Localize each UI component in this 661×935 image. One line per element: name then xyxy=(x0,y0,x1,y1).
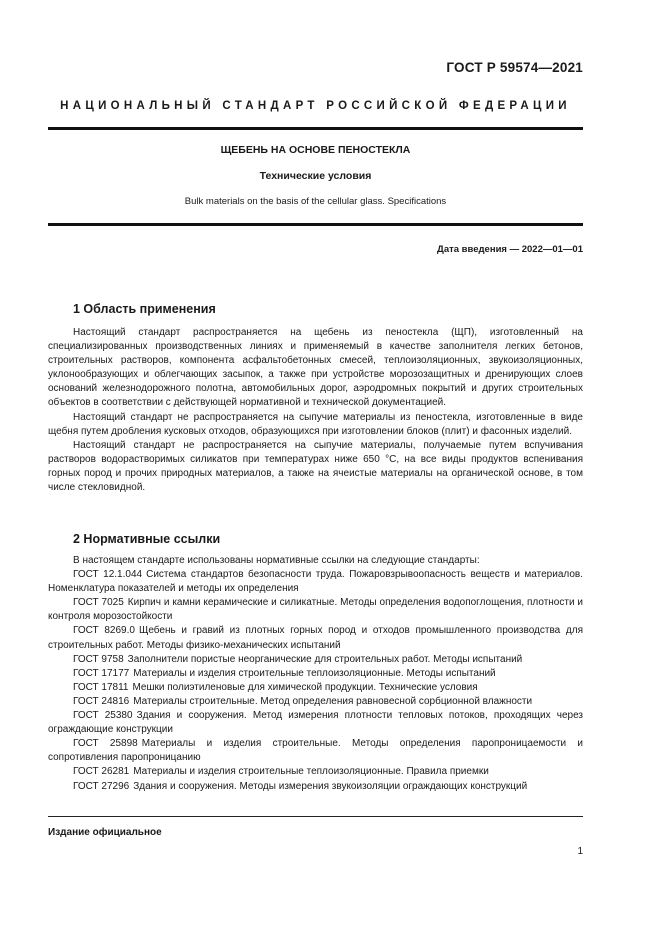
reference-item xyxy=(48,709,583,737)
title-bottom-rule xyxy=(48,223,583,226)
paragraph: Настоящий стандарт не распространяется на сыпучие материалы, получаемые путем вспучивания растворов водорастворимых силикатов при температурах ниже 650 °С, на все виды продуктов вспенивания горных пород и прочих природных материалов, а также на ячеистые материалы на органической основе, в том числе стекловидной. xyxy=(48,439,583,494)
section-scope xyxy=(48,302,583,495)
reference-item xyxy=(48,624,583,652)
reference-item xyxy=(48,695,583,709)
paragraph: Настоящий стандарт не распространяется на сыпучие материалы из пеностекла, изготовленные в виде щебня путем дробления кусковых отходов, образующихся при изготовлении блоков (плит) и фасонных изделий. xyxy=(48,411,583,437)
national-standard-banner: НАЦИОНАЛЬНЫЙ СТАНДАРТ РОССИЙСКОЙ ФЕДЕРАЦИИ xyxy=(60,100,571,112)
reference-code: ГОСТ 26281 xyxy=(73,766,130,778)
reference-text: Мешки полиэтиленовые для химической продукции. Технические условия xyxy=(132,681,478,693)
reference-code: ГОСТ 12.1.044 xyxy=(73,569,143,581)
introduction-date: Дата введения — 2022—01—01 xyxy=(437,244,583,255)
references-intro: В настоящем стандарте использованы нормативные ссылки на следующие стандарты: xyxy=(73,555,480,566)
reference-code: ГОСТ 17811 xyxy=(73,681,129,693)
top-rule xyxy=(48,127,583,130)
gost-code: ГОСТ Р 59574—2021 xyxy=(446,60,583,75)
reference-text: Система стандартов безопасности труда. Пожаровзрывоопасность веществ и материалов. Номенклатура показателей и методы их определения xyxy=(48,569,583,595)
reference-code: ГОСТ 7025 xyxy=(73,597,124,609)
reference-code: ГОСТ 8269.0 xyxy=(73,625,135,637)
reference-code: ГОСТ 27296 xyxy=(73,780,130,792)
reference-text: Здания и сооружения. Методы измерения звукоизоляции ограждающих конструкций xyxy=(133,780,528,792)
reference-item xyxy=(48,765,583,779)
document-subtitle: Технические условия xyxy=(259,170,372,182)
reference-code: ГОСТ 17177 xyxy=(73,667,130,679)
reference-code: ГОСТ 9758 xyxy=(73,653,124,665)
footer-rule xyxy=(48,816,583,817)
reference-text: Материалы строительные. Метод определения равновесной сорбционной влажности xyxy=(133,695,533,707)
document-title: ЩЕБЕНЬ НА ОСНОВЕ ПЕНОСТЕКЛА xyxy=(220,144,411,156)
section-normative-references xyxy=(48,532,583,794)
reference-code: ГОСТ 25380 xyxy=(73,710,133,722)
section-heading: 2 Нормативные ссылки xyxy=(73,532,221,546)
reference-code: ГОСТ 25898 xyxy=(73,738,138,750)
english-title: Bulk materials on the basis of the cellular glass. Specifications xyxy=(184,196,447,207)
reference-item xyxy=(48,568,583,596)
reference-item xyxy=(48,653,583,667)
reference-code: ГОСТ 24816 xyxy=(73,695,130,707)
reference-item xyxy=(48,737,583,765)
reference-text: Кирпич и камни керамические и силикатные. Методы определения водопоглощения, плотности и контроля морозостойкости xyxy=(48,597,584,623)
reference-item xyxy=(48,681,583,695)
reference-text: Материалы и изделия строительные теплоизоляционные. Методы испытаний xyxy=(133,667,496,679)
page-number: 1 xyxy=(577,846,583,857)
reference-text: Материалы и изделия строительные теплоизоляционные. Правила приемки xyxy=(133,766,489,778)
reference-text: Щебень и гравий из плотных горных пород и отходов промышленного производства для строительных работ. Методы физико-механических испытаний xyxy=(48,625,584,651)
reference-item xyxy=(48,596,583,624)
reference-text: Заполнители пористые неорганические для строительных работ. Методы испытаний xyxy=(127,653,523,665)
official-edition-label: Издание официальное xyxy=(48,827,162,838)
reference-item xyxy=(48,780,583,794)
paragraph: Настоящий стандарт распространяется на щебень из пеностекла (ЩП), изготовленный на специализированных производственных линиях и применяемый в качестве заполнителя легких бетонов, строительных растворов, компонента асфальтобетонных смесей, теплоизоляционных, звукоизоляционных, уклонообразующих и облегчающих засыпок, а также при устройстве морозозащитных и дренирующих слоев оснований железнодорожного полотна, автомобильных дорог, аэродромных покрытий и других строительных объектов в соответствии с действующей нормативной и технической документацией. xyxy=(48,327,583,409)
reference-item xyxy=(48,667,583,681)
reference-text: Материалы и изделия строительные. Методы определения паропроницаемости и сопротивления паропроницанию xyxy=(48,738,583,764)
reference-text: Здания и сооружения. Метод измерения плотности тепловых потоков, проходящих через ограждающие конструкции xyxy=(48,710,583,736)
section-heading: 1 Область применения xyxy=(73,302,216,316)
